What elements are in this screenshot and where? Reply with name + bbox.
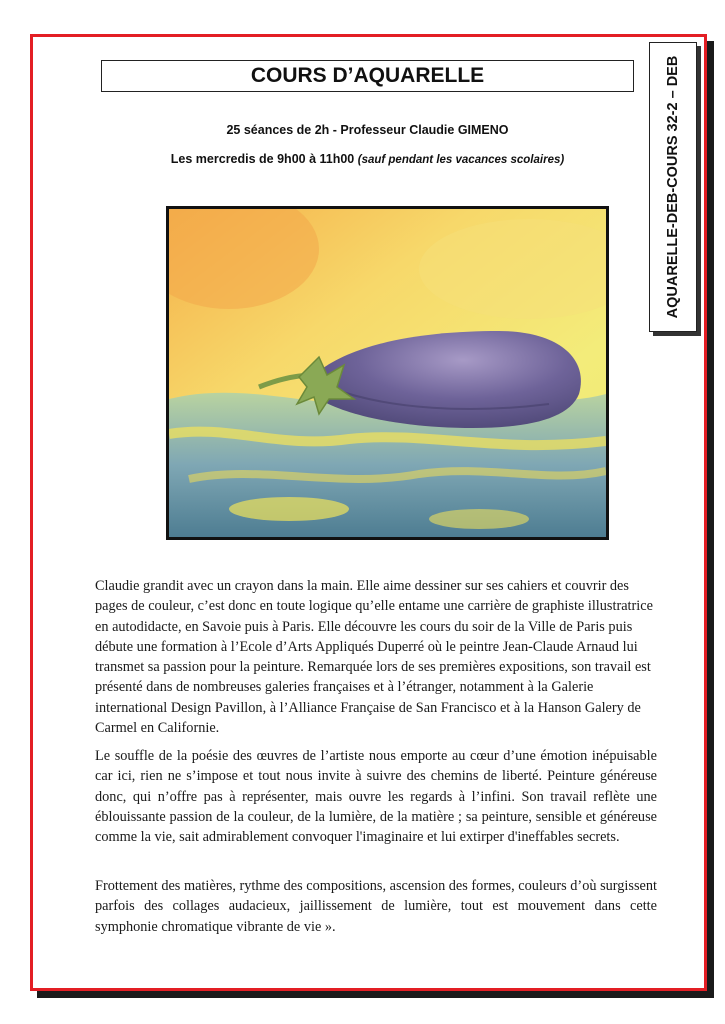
course-days-text: Les mercredis de 9h00 à 11h00 xyxy=(170,152,355,166)
biography-text: Claudie grandit avec un crayon dans la main. Elle aime dessiner sur ses cahiers et couvrir des pages de couleur, c’est donc en toute logique qu’elle entame une carrière de graphiste illustratrice en autodidacte, en Savoie puis à Paris. Elle découvre les cours du soir de la Ville de Paris puis débute une formation à l’Ecole d’Arts Appliqués Duperré où le peintre Jean-Claude Arnaud lui transmet sa passion pour la peinture. Remarquée lors de ses premières expositions, son travail est présenté dans de nombreuses galeries françaises et à l’étranger, notamment à la Galerie international Design Pavillon, à l’Alliance Française de San Francisco et à la Hanson Galery de Carmel en Californie. xyxy=(95,578,653,737)
course-code-label: AQUARELLE-DEB-COURS 32-2 – DEB xyxy=(665,55,681,319)
course-code-tab xyxy=(649,42,697,332)
page-title: COURS D’AQUARELLE xyxy=(101,60,634,92)
biography-paragraph xyxy=(95,576,653,738)
closing-text: Frottement des matières, rythme des compositions, ascension des formes, couleurs d’où surgissent parfois des collages audacieux, jaillissement de lumière, tout est mouvement dans cette symphonie chromatique vibrante de vie ». xyxy=(95,878,657,935)
course-schedule-line: 25 séances de 2h - Professeur Claudie GIMENO xyxy=(226,123,509,137)
poetry-text: Le souffle de la poésie des œuvres de l’artiste nous emporte au cœur d’une émotion inépuisable car ici, rien ne s’impose et tout nous invite à suivre des chemins de liberté. Peinture généreuse donc, qui n’offre pas à représenter, mais ouvre les regards à l’infini. Son travail reflète une éblouissante passion de la couleur, de la lumière, de la matière ; sa peinture, sensible et généreuse comme la vie, sait admirablement convoquer l'imaginaire et lui extirper d'ineffables secrets. xyxy=(95,748,657,846)
course-days-note: (sauf pendant les vacances scolaires) xyxy=(357,154,565,166)
course-days-line xyxy=(101,152,634,166)
poetry-paragraph xyxy=(95,746,657,847)
closing-paragraph xyxy=(95,876,657,937)
watercolor-illustration xyxy=(169,209,606,537)
eggplant-watercolor-image xyxy=(166,206,609,540)
